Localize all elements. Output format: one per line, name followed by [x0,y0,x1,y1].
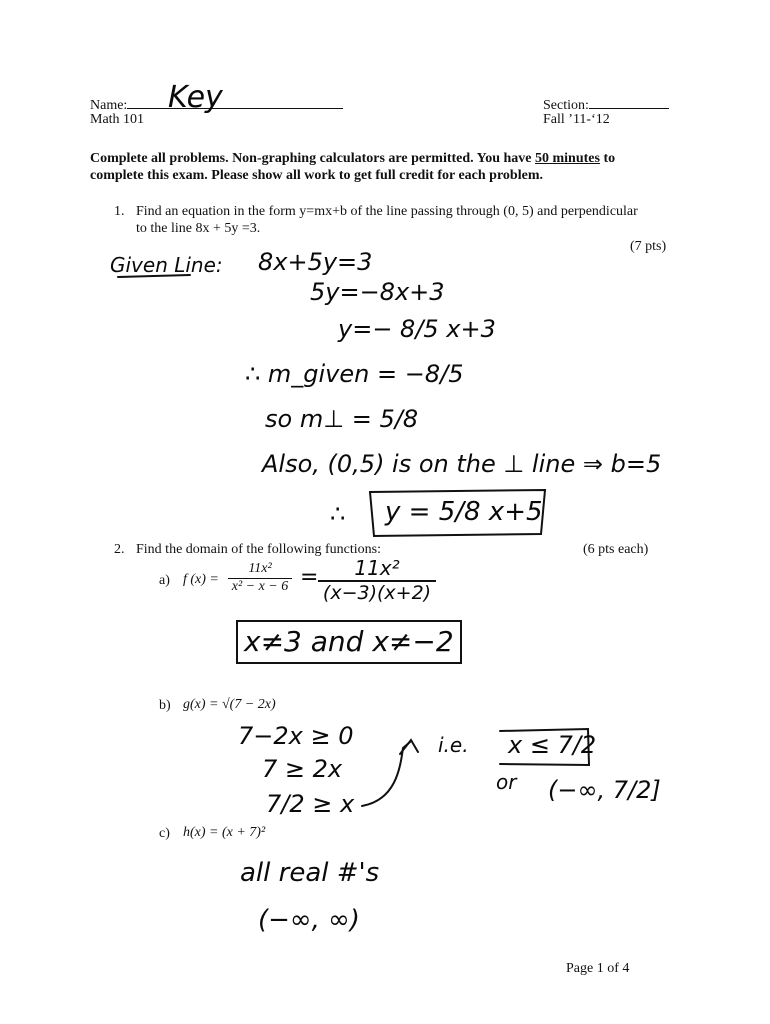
part-a-work-fraction [318,556,436,604]
part-b-step3: 7/2 ≥ x [266,790,355,818]
part-b-step1: 7−2x ≥ 0 [238,722,354,750]
part-b-answer: x ≤ 7/2 [508,731,597,759]
work-step3: y=− 8/5 x+3 [338,315,496,343]
name-value-handwritten: Key [168,80,223,115]
name-label: Name: [90,98,128,113]
part-a-work-numerator: 11x² [318,556,436,582]
work-step2: 5y=−8x+3 [310,278,445,306]
problem1-text-line2: to the line 8x + 5y =3. [136,221,261,236]
problem1-text-line1: Find an equation in the form y=mx+b of the line passing through (0, 5) and perpendicular [136,204,638,219]
term: Fall ’11-‘12 [543,112,610,127]
part-a-work-eq: = [300,565,319,590]
problem1-points: (7 pts) [630,239,667,254]
problem1-number: 1. [114,204,125,219]
answer-p1: y = 5/8 x+5 [385,497,543,527]
part-a-answer: x≠3 and x≠−2 [236,620,462,664]
given-line-label: Given Line: [110,253,223,277]
part-b-interval: (−∞, 7/2] [548,776,661,804]
part-a-numerator: 11x² [228,561,292,579]
work-step4: ∴ m_given = −8/5 [245,360,464,388]
problem2-points: (6 pts each) [583,542,649,557]
problem2-text: Find the domain of the following functions: [136,542,381,557]
instructions-text-b: to [599,151,616,166]
part-b-or: or [496,770,517,794]
part-a-work-denominator: (x−3)(x+2) [322,582,432,604]
work-step1: 8x+5y=3 [258,248,373,276]
part-b-func: g(x) = √(7 − 2x) [183,697,276,712]
course-name: Math 101 [90,112,145,127]
part-a-label: a) [159,573,170,588]
part-c-label: c) [159,826,170,841]
page-number: Page 1 of 4 [566,961,630,976]
problem2-number: 2. [114,542,125,557]
part-a-fraction [228,561,292,595]
part-c-answer1: all real #'s [240,858,380,888]
part-a-func-lhs: f (x) = [183,572,219,587]
part-c-answer2: (−∞, ∞) [258,905,360,935]
answer-prefix-p1: ∴ [330,500,346,528]
part-a-denominator: x² − x − 6 [231,579,289,594]
section-label: Section: [543,98,589,113]
part-b-step2: 7 ≥ 2x [262,755,343,783]
work-step5: so m⊥ = 5/8 [265,405,419,433]
part-b-label: b) [159,698,171,713]
instructions-text-a: Complete all problems. Non-graphing calculators are permitted. You have [90,151,535,166]
time-limit: 50 minutes [535,151,600,166]
part-c-func: h(x) = (x + 7)² [183,825,266,840]
instructions-line2: complete this exam. Please show all work to get full credit for each problem. [90,168,543,183]
work-step6: Also, (0,5) is on the ⊥ line ⇒ b=5 [262,450,662,478]
part-b-ie: i.e. [438,733,469,757]
given-underline [118,275,190,277]
